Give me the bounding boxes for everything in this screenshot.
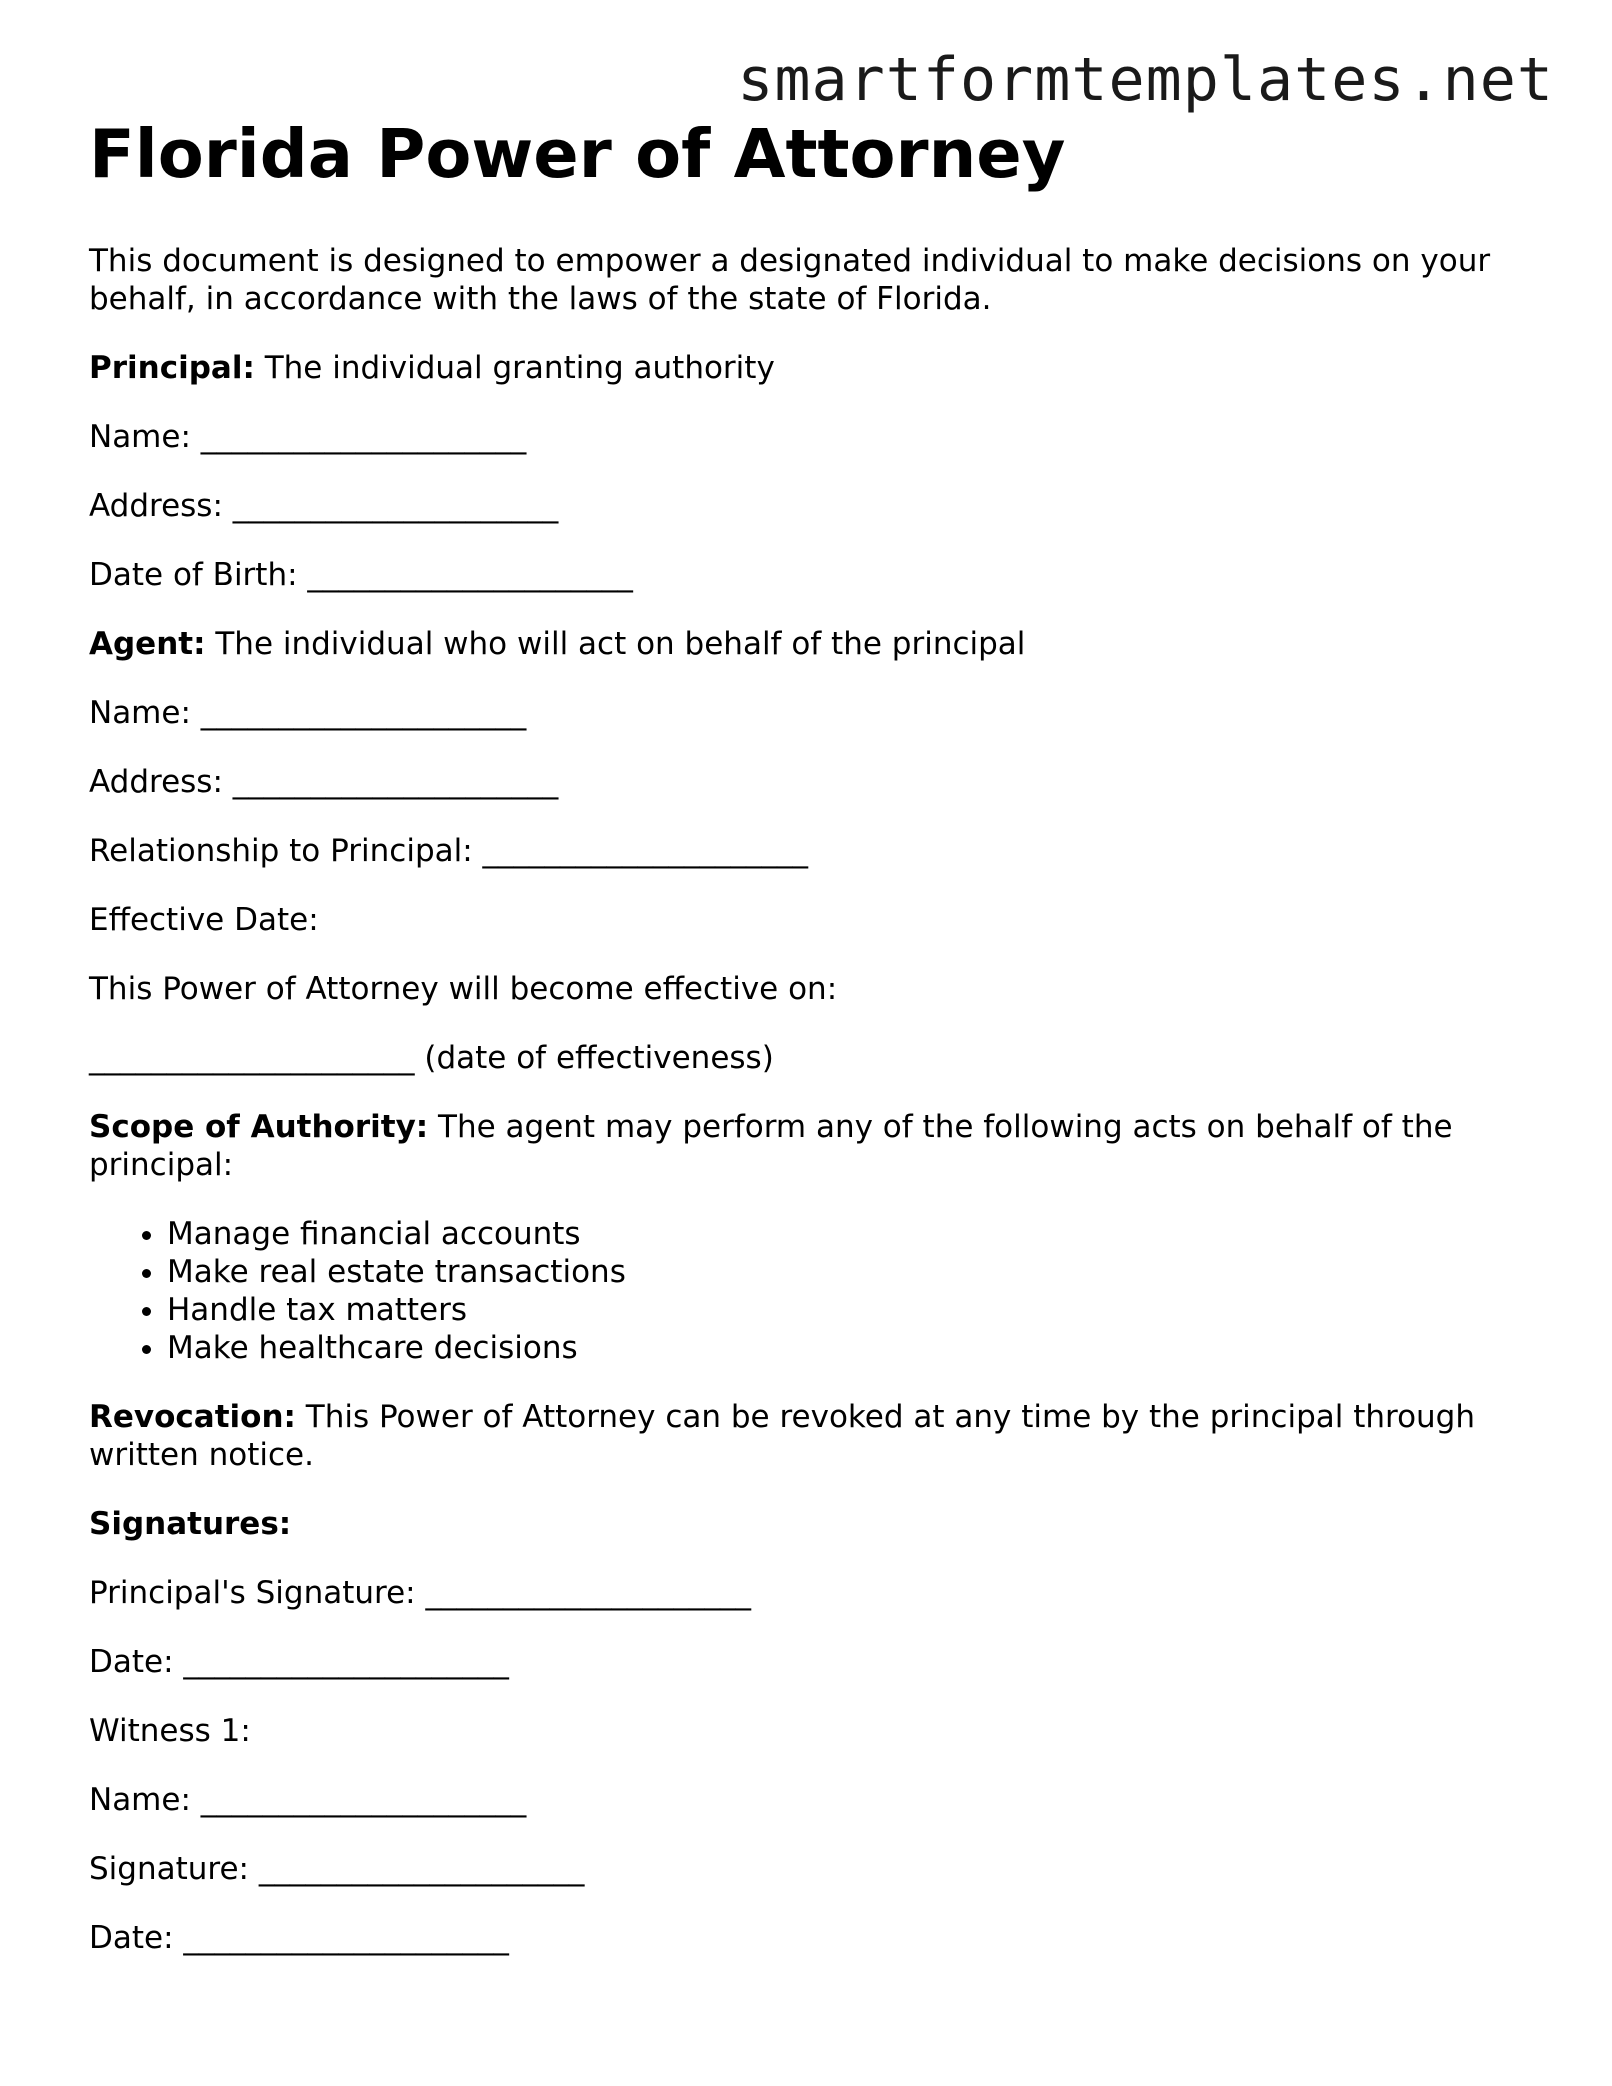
document-title: Florida Power of Attorney xyxy=(89,115,1066,193)
agent-address-label: Address: xyxy=(89,764,233,800)
agent-name-row xyxy=(89,694,1549,732)
principal-name-row xyxy=(89,418,1549,456)
principal-signature-row xyxy=(89,1574,1549,1612)
agent-address-blank[interactable]: _____________________ xyxy=(232,764,559,800)
witness-name-label: Name: xyxy=(89,1782,201,1818)
principal-date-row xyxy=(89,1643,1549,1681)
scope-list xyxy=(89,1215,1549,1367)
agent-heading: Agent: xyxy=(89,626,206,662)
agent-address-row xyxy=(89,763,1549,801)
signatures-heading: Signatures: xyxy=(89,1506,292,1542)
witness-signature-blank[interactable]: _____________________ xyxy=(258,1851,585,1887)
scope-heading-line xyxy=(89,1108,1549,1184)
site-watermark: smartformtemplates.net xyxy=(737,45,1554,115)
effective-date-note: (date of effectiveness) xyxy=(414,1040,774,1076)
scope-list-item: • Make healthcare decisions xyxy=(167,1329,1549,1367)
witness-name-blank[interactable]: _____________________ xyxy=(200,1782,527,1818)
scope-list-item: • Make real estate transactions xyxy=(167,1253,1549,1291)
witness-name-row xyxy=(89,1781,1549,1819)
principal-signature-blank[interactable]: _____________________ xyxy=(425,1575,751,1611)
effective-date-label: Effective Date: xyxy=(89,902,319,938)
scope-list-item: • Handle tax matters xyxy=(167,1291,1549,1329)
document-page xyxy=(89,112,1549,1957)
witness-date-blank[interactable]: _____________________ xyxy=(183,1920,509,1956)
scope-list-item: • Manage financial accounts xyxy=(167,1215,1549,1253)
witness-date-row xyxy=(89,1919,1549,1957)
intro-paragraph: This document is designed to empower a designated individual to make decisions on your behalf, in accordance with the laws of the state of Florida. xyxy=(89,243,1491,317)
principal-name-label: Name: xyxy=(89,419,201,455)
witness-date-label: Date: xyxy=(89,1920,184,1956)
revocation-line xyxy=(89,1398,1549,1474)
principal-address-label: Address: xyxy=(89,488,233,524)
agent-relationship-blank[interactable]: _____________________ xyxy=(482,833,809,869)
principal-address-row xyxy=(89,487,1549,525)
effective-statement: This Power of Attorney will become effective on: xyxy=(89,971,838,1007)
principal-dob-blank[interactable]: _____________________ xyxy=(307,557,633,593)
witness-label: Witness 1: xyxy=(89,1713,251,1749)
principal-dob-label: Date of Birth: xyxy=(89,557,308,593)
principal-heading: Principal: xyxy=(89,350,255,386)
signatures-heading-line xyxy=(89,1505,1549,1543)
principal-name-blank[interactable]: _____________________ xyxy=(200,419,527,455)
witness-signature-label: Signature: xyxy=(89,1851,259,1887)
agent-relationship-row xyxy=(89,832,1549,870)
agent-description: The individual who will act on behalf of the principal xyxy=(205,626,1026,662)
agent-name-label: Name: xyxy=(89,695,201,731)
revocation-description: This Power of Attorney can be revoked at any time by the principal through written notice. xyxy=(89,1399,1476,1473)
principal-date-blank[interactable]: _____________________ xyxy=(183,1644,509,1680)
witness-signature-row xyxy=(89,1850,1549,1888)
agent-name-blank[interactable]: _____________________ xyxy=(200,695,527,731)
scope-description: The agent may perform any of the following acts on behalf of the principal: xyxy=(89,1109,1453,1183)
principal-signature-label: Principal's Signature: xyxy=(89,1575,426,1611)
effective-date-blank[interactable]: _____________________ xyxy=(89,1040,415,1076)
principal-heading-line xyxy=(89,349,1549,387)
agent-heading-line xyxy=(89,625,1549,663)
principal-date-label: Date: xyxy=(89,1644,184,1680)
principal-dob-row xyxy=(89,556,1549,594)
effective-date-row xyxy=(89,1039,1549,1077)
agent-relationship-label: Relationship to Principal: xyxy=(89,833,483,869)
principal-description: The individual granting authority xyxy=(254,350,775,386)
revocation-heading: Revocation: xyxy=(89,1399,296,1435)
scope-heading: Scope of Authority: xyxy=(89,1109,429,1145)
principal-address-blank[interactable]: _____________________ xyxy=(232,488,559,524)
